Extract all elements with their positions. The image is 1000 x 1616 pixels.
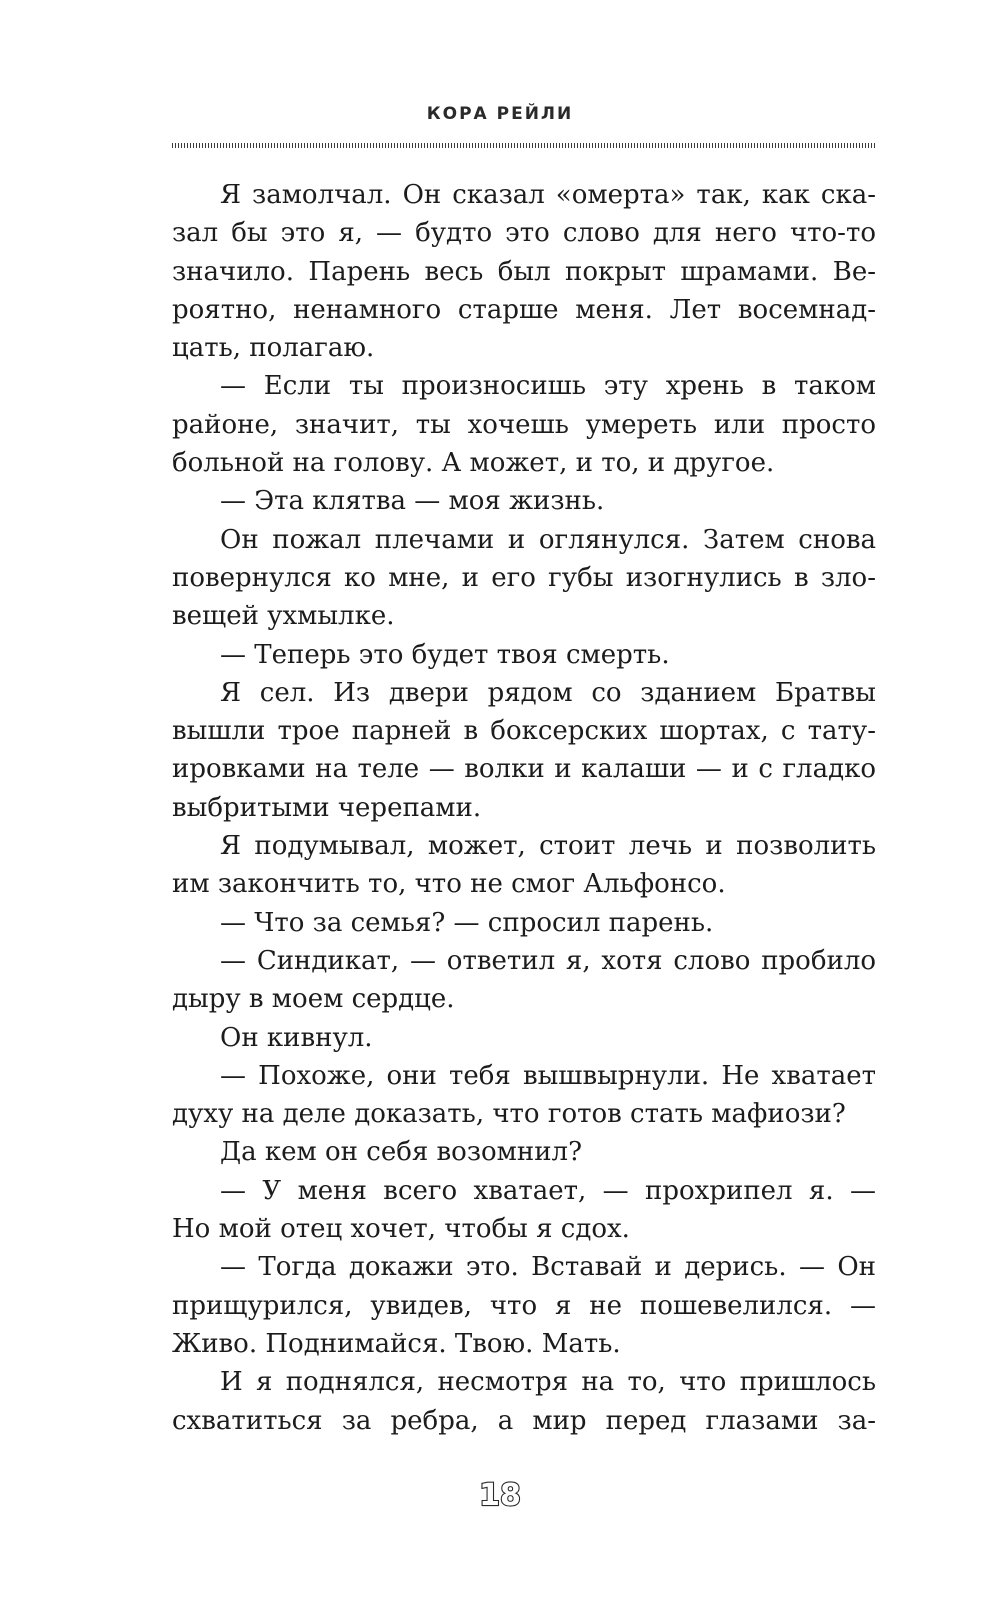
text-line: Он кивнул. <box>220 1022 373 1053</box>
text-line: дыру в моем сердце. <box>172 984 455 1015</box>
text-line: — Теперь это будет твоя смерть. <box>220 639 670 670</box>
text-line: Я замолчал. Он сказал «омерта» так, как ска- <box>220 180 876 210</box>
text-line: цать, полагаю. <box>172 333 375 364</box>
page-number: 18 <box>479 1478 521 1513</box>
text-line: — Эта клятва — моя жизнь. <box>220 486 605 517</box>
text-line: районе, значит, ты хочешь умереть или просто <box>172 409 876 440</box>
text-line: — Синдикат, — ответил я, хотя слово пробило <box>220 945 876 976</box>
text-line: роятно, ненамного старше меня. Лет восемнад- <box>172 294 876 325</box>
text-line: значило. Парень весь был покрыт шрамами. Ве- <box>172 256 876 287</box>
text-line: больной на голову. А может, и то, и другое. <box>172 448 775 479</box>
text-line: духу на деле доказать, что готов стать мафиози? <box>172 1099 846 1130</box>
text-line: Я сел. Из двери рядом со зданием Братвы <box>220 677 876 708</box>
text-line: повернулся ко мне, и его губы изогнулись в зло- <box>172 562 876 593</box>
running-head-author: КОРА РЕЙЛИ <box>426 104 574 124</box>
text-line: И я поднялся, несмотря на то, что пришлось <box>220 1367 876 1398</box>
text-line: Но мой отец хочет, чтобы я сдох. <box>172 1214 630 1245</box>
text-line: схватиться за ребра, а мир перед глазами за- <box>172 1405 876 1436</box>
text-line: Да кем он себя возомнил? <box>220 1137 583 1168</box>
text-line: — Тогда докажи это. Вставай и дерись. — Он <box>220 1252 876 1283</box>
text-line: Живо. Поднимайся. Твою. Мать. <box>172 1328 621 1359</box>
text-line: прищурился, увидев, что я не пошевелился. — <box>172 1290 876 1321</box>
text-line: вещей ухмылке. <box>172 601 395 632</box>
text-line: — Что за семья? — спросил парень. <box>220 907 714 938</box>
body-text <box>172 176 876 1440</box>
text-line: — Похоже, они тебя вышвырнули. Не хватает <box>220 1060 876 1091</box>
text-line: выбритыми черепами. <box>172 792 482 823</box>
text-line: зал бы это я, — будто это слово для него что-то <box>172 218 876 249</box>
text-line: им закончить то, что не смог Альфонсо. <box>172 869 726 900</box>
text-line: — У меня всего хватает, — прохрипел я. — <box>220 1175 876 1206</box>
text-line: ировками на теле — волки и калаши — и с гладко <box>172 754 876 785</box>
text-line: вышли трое парней в боксерских шортах, с тату- <box>172 716 876 747</box>
text-line: — Если ты произносишь эту хрень в таком <box>220 371 876 402</box>
text-line: Он пожал плечами и оглянулся. Затем снова <box>220 524 876 555</box>
header-rule <box>172 143 876 148</box>
text-line: Я подумывал, может, стоит лечь и позволить <box>220 831 876 862</box>
